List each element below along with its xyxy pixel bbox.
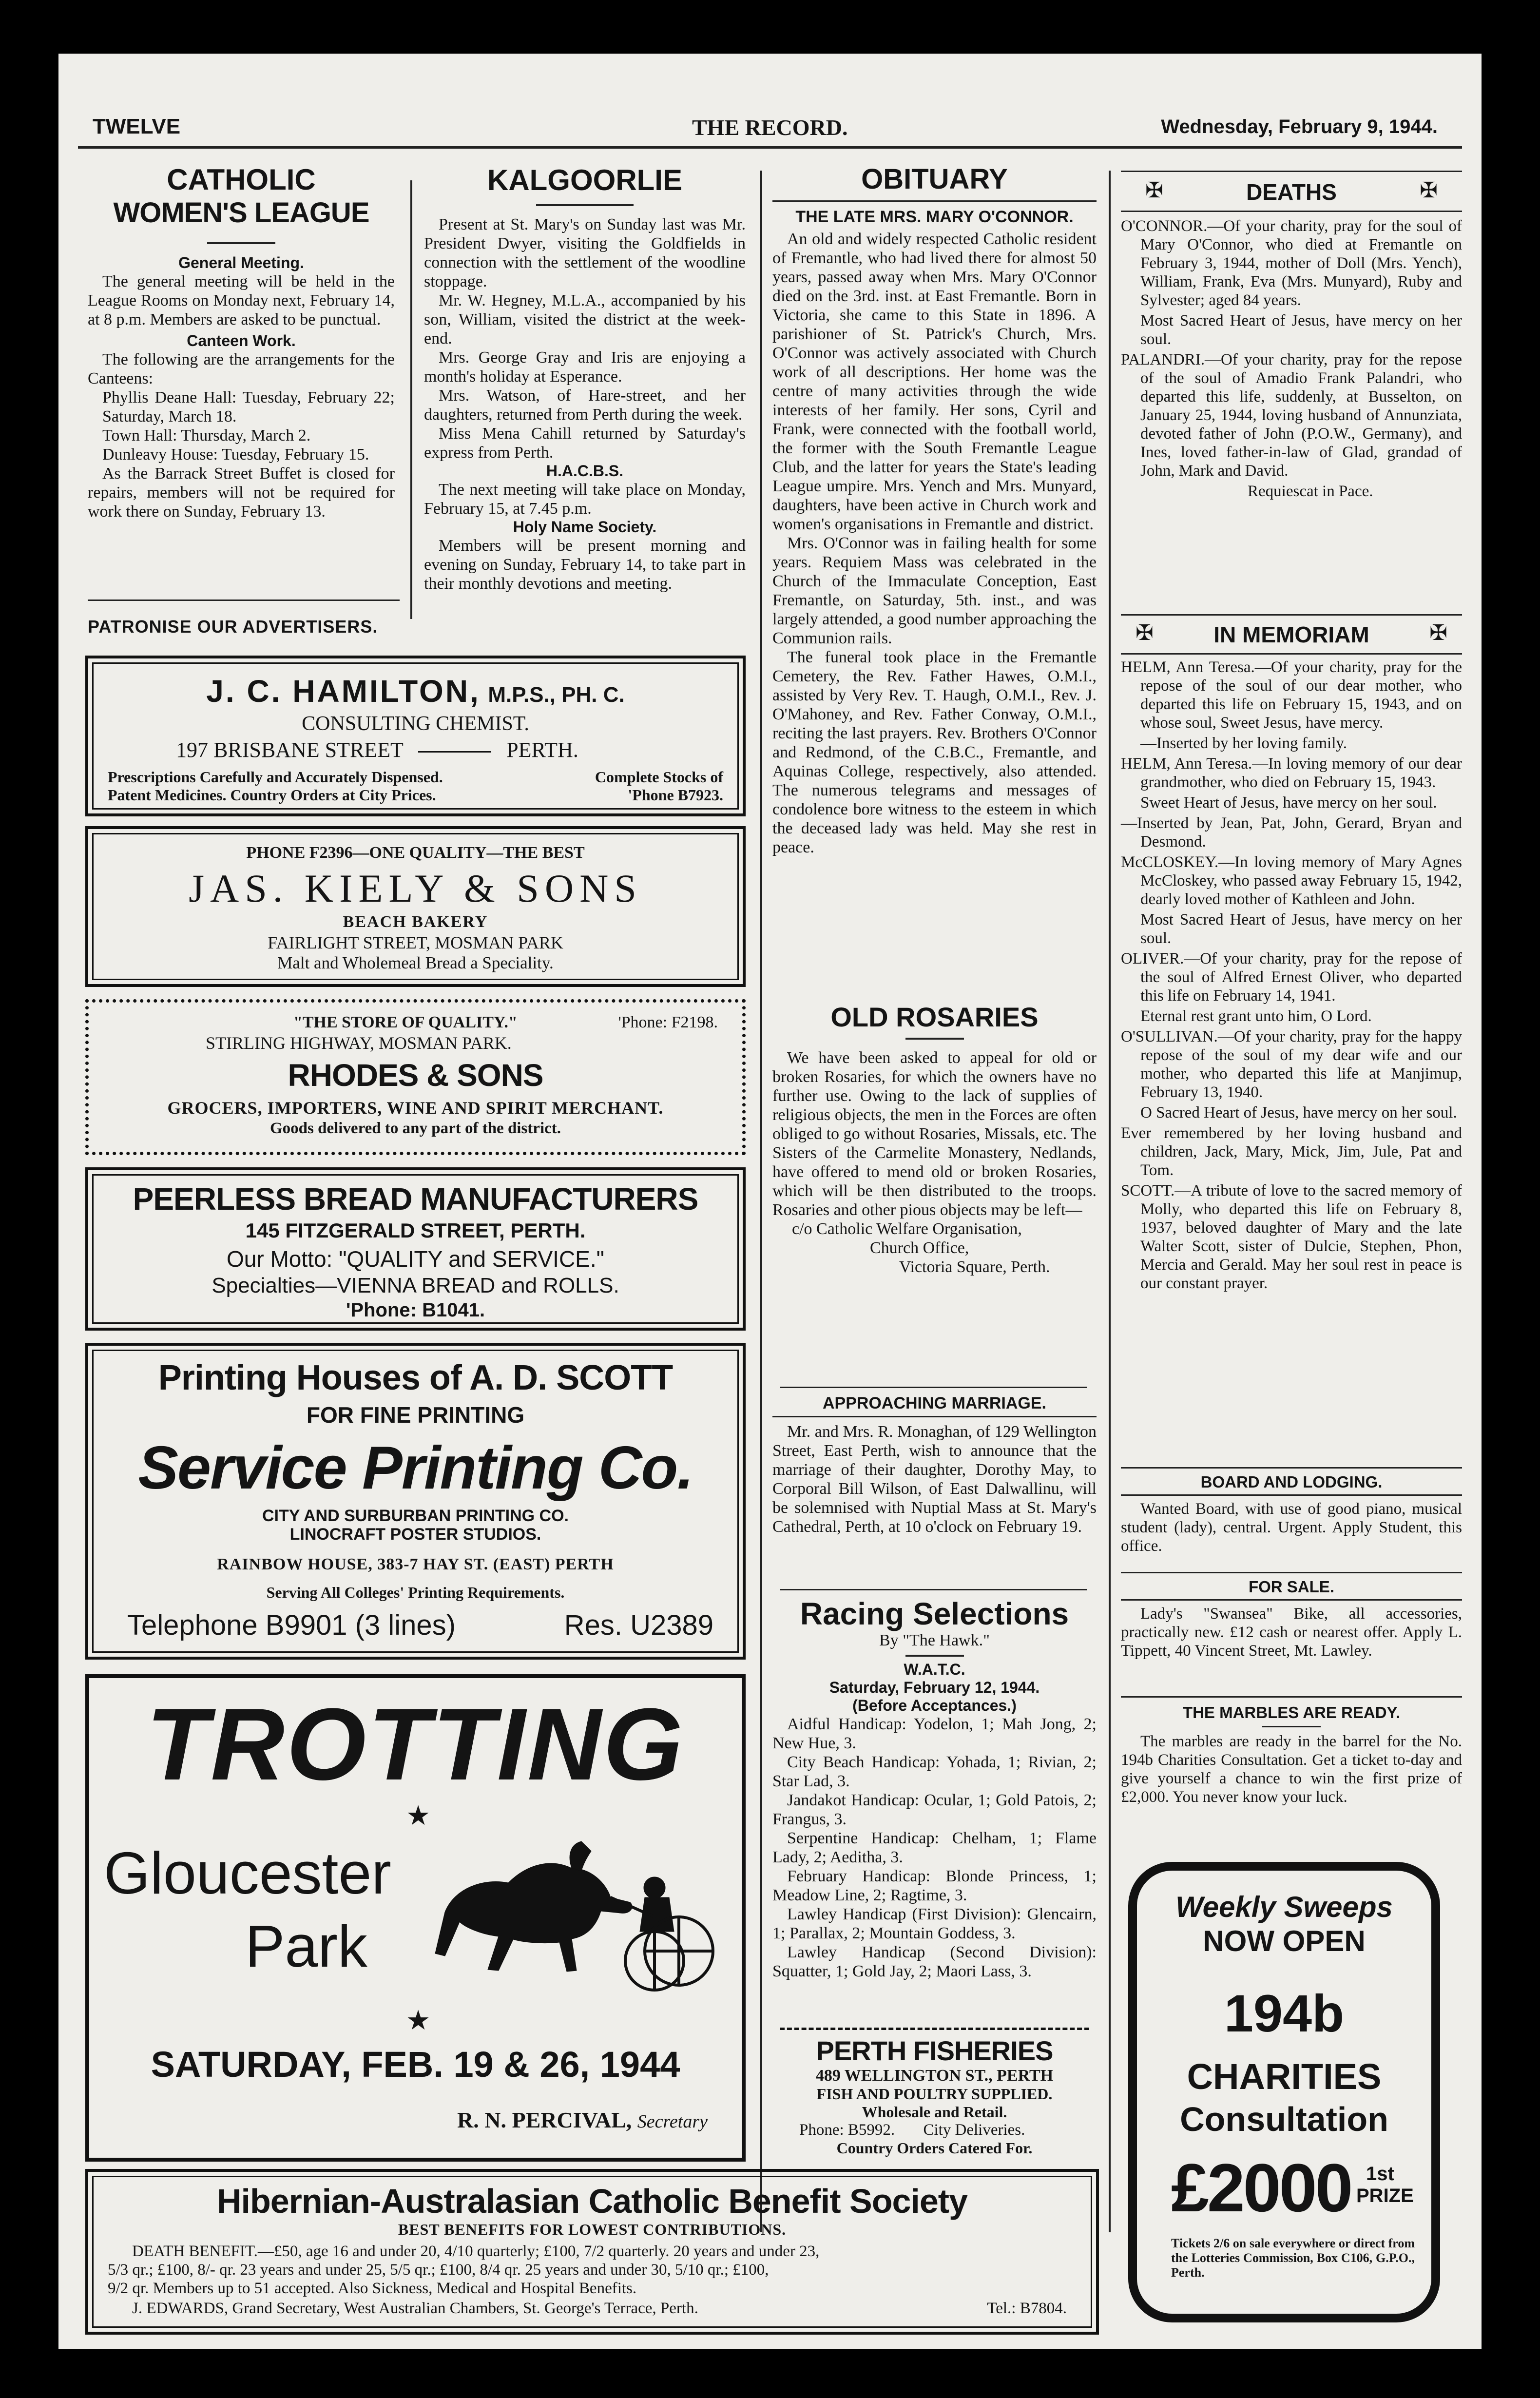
hibernian-sub: BEST BENEFITS FOR LOWEST CONTRIBUTIONS. xyxy=(398,2221,787,2238)
obituary-para: The funeral took place in the Fremantle Cemetery, the Rev. Father Hawes, O.M.I., assisted by Very Rev. T. Haugh, O.M.I., Rev. J. O'Mahoney, and Rev. Father Conway, O.M.I., reciting the last prayers. Rev. Brothers O'Connor and Redmond, of the C.B.C., Fremantle, and Aquinas College, respectively, also attended. The numerous telegrams and messages of condolence bore witness to the esteem in which the deceased lady was held. May she rest in peace. xyxy=(772,648,1097,856)
rhodes-phone: 'Phone: F2198. xyxy=(618,1013,718,1031)
memoriam-notice: HELM, Ann Teresa.—In loving memory of our dear grandmother, who died on February 15, 1943. xyxy=(1121,755,1462,791)
rhodes-trade: GROCERS, IMPORTERS, WINE AND SPIRIT MERCHANT. xyxy=(167,1098,664,1118)
kiely-bakery: BEACH BAKERY xyxy=(343,913,488,931)
memoriam-notice: SCOTT.—A tribute of love to the sacred memory of Molly, who departed this life on February 8, 1937, beloved daughter of Mary and the late Walter Scott, sister of Dulcie, Stephen, Phon, Mercia and Gerald. May her soul rest in peace is our constant prayer. xyxy=(1121,1182,1462,1292)
cross-icon: ✠ xyxy=(1145,178,1163,203)
hamilton-name: J. C. HAMILTON, xyxy=(206,674,481,709)
kalgoorlie-para: Members will be present morning and evening on Sunday, February 14, to take part in their monthly devotions and meeting. xyxy=(424,537,746,593)
divider xyxy=(1121,614,1462,616)
divider xyxy=(1121,1599,1462,1601)
peerless-address: 145 FITZGERALD STREET, PERTH. xyxy=(245,1219,586,1242)
divider xyxy=(1121,1696,1462,1698)
sweeps-consultation: Consultation xyxy=(1180,2100,1388,2138)
sweeps-line-1: Weekly Sweeps xyxy=(1175,1891,1393,1923)
hamilton-phone: 'Phone B7923. xyxy=(628,786,723,804)
marriage-para: Mr. and Mrs. R. Monaghan, of 129 Wellington Street, East Perth, wish to announce that the marriage of their daughter, Dorothy May, to Corporal Bill Wilson, of East Dalwallinu, will be solemnised with Nuptial Mass at St. Mary's Cathedral, Perth, at 10 o'clock on February 19. xyxy=(772,1423,1097,1536)
memoriam-notice: O'SULLIVAN.—Of your charity, pray for the happy repose of the soul of my dear wife and our mother, who departed this life at Manjimup, February 13, 1940. xyxy=(1121,1028,1462,1101)
divider xyxy=(1121,211,1462,212)
fisheries-country: Country Orders Catered For. xyxy=(836,2139,1033,2157)
harness-horse-icon xyxy=(425,1829,718,1995)
rhodes-name: RHODES & SONS xyxy=(288,1058,543,1093)
rosaries-address: c/o Catholic Welfare Organisation, xyxy=(792,1220,1022,1238)
race-selection: Lawley Handicap (First Division): Glencairn, 1; Parallax, 2; Mountain Goddess, 3. xyxy=(772,1905,1097,1942)
divider xyxy=(780,1387,1087,1388)
cwl-title-1: CATHOLIC xyxy=(167,163,316,196)
kiely-name: JAS. KIELY & SONS xyxy=(189,866,642,910)
hibernian-name: Hibernian-Australasian Catholic Benefit Society xyxy=(216,2182,968,2220)
cross-icon: ✠ xyxy=(1136,620,1154,645)
divider xyxy=(536,204,634,206)
fisheries-phone: Phone: B5992. xyxy=(799,2121,895,2139)
board-title: BOARD AND LODGING. xyxy=(1200,1473,1383,1491)
column-rule xyxy=(1109,171,1111,2232)
hamilton-name-line xyxy=(88,673,743,710)
memoriam-inserted: —Inserted by Jean, Pat, John, Gerard, Bryan and Desmond. xyxy=(1121,814,1462,851)
kalgoorlie-para: The next meeting will take place on Monday, February 15, at 7.45 p.m. xyxy=(424,481,746,518)
memoriam-prayer: Sweet Heart of Jesus, have mercy on her soul. xyxy=(1140,794,1437,812)
rhodes-store: "THE STORE OF QUALITY." xyxy=(293,1013,518,1031)
divider xyxy=(1121,653,1462,655)
hibernian-line: 5/3 qr.; £100, 8/- qr. 23 years and under 25, 5/5 qr.; £100, 8/4 qr. 25 years and under 30, 5/10 qr.; £100, xyxy=(108,2261,769,2279)
memoriam-prayer: O Sacred Heart of Jesus, have mercy on her soul. xyxy=(1140,1104,1457,1122)
fisheries-phone-line xyxy=(780,2121,1089,2139)
page-number: TWELVE xyxy=(93,115,181,138)
trotting-title: TROTTING xyxy=(146,1687,685,1801)
cross-icon: ✠ xyxy=(1429,620,1447,645)
star-icon: ★ xyxy=(406,1801,431,1831)
sale-text: Lady's "Swansea" Bike, all accessories, practically new. £12 cash or nearest offer. Apply L. Tippett, 40 Vincent Street, Mt. Lawley. xyxy=(1121,1605,1462,1660)
divider xyxy=(88,600,400,601)
rhodes-delivery: Goods delivered to any part of the district. xyxy=(270,1120,561,1137)
race-selection: City Beach Handicap: Yohada, 1; Rivian, 2; Star Lad, 3. xyxy=(772,1753,1097,1790)
secretary-name: R. N. PERCIVAL, xyxy=(457,2108,632,2132)
fisheries-wholesale: Wholesale and Retail. xyxy=(862,2103,1007,2121)
obituary-para: Mrs. O'Connor was in failing health for some years. Requiem Mass was celebrated in the Church of the Immaculate Conception, East Fremantle, on Saturday, 5th. inst., and was largely attended, a good number approaching the Communion rails. xyxy=(772,534,1097,647)
kalgoorlie-para: Present at St. Mary's on Sunday last was Mr. President Dwyer, visiting the Goldfields in connection with the settlement of the woodline stoppage. xyxy=(424,215,746,290)
cwl-section xyxy=(88,163,395,521)
divider xyxy=(1121,171,1462,172)
memoriam-prayer: Eternal rest grant unto him, O Lord. xyxy=(1140,1007,1372,1025)
hibernian-secretary: J. EDWARDS, Grand Secretary, West Australian Chambers, St. George's Terrace, Perth. xyxy=(132,2300,698,2317)
obituary-section xyxy=(772,163,1097,857)
rhodes-ad xyxy=(85,999,746,1155)
sweeps-first: 1st xyxy=(1366,2163,1394,2185)
marbles-section xyxy=(1121,1703,1462,1806)
peerless-ad xyxy=(85,1167,746,1331)
peerless-name: PEERLESS BREAD MANUFACTURERS xyxy=(133,1181,698,1217)
divider xyxy=(780,1589,1087,1590)
scott-address: RAINBOW HOUSE, 383-7 HAY ST. (EAST) PERTH xyxy=(217,1555,614,1573)
racing-section xyxy=(772,1596,1097,1981)
deaths-title: DEATHS xyxy=(1246,179,1337,205)
death-notice-prayer: Most Sacred Heart of Jesus, have mercy on her soul. xyxy=(1140,312,1462,348)
racing-date: Saturday, February 12, 1944. xyxy=(829,1679,1040,1696)
scott-headline: Printing Houses of A. D. SCOTT xyxy=(158,1358,673,1397)
trotting-secretary xyxy=(457,2107,708,2133)
kiely-speciality: Malt and Wholemeal Bread a Speciality. xyxy=(277,953,554,972)
divider xyxy=(1121,1494,1462,1496)
obituary-subtitle: THE LATE MRS. MARY O'CONNOR. xyxy=(795,208,1074,226)
memoriam-notice: HELM, Ann Teresa.—Of your charity, pray for the repose of the soul of our dear mother, who departed this life on February 15, 1943, and on whose soul, Sweet Jesus, have mercy. xyxy=(1121,658,1462,732)
race-selection: Aidful Handicap: Yodelon, 1; Mah Jong, 2; New Hue, 3. xyxy=(772,1715,1097,1752)
obituary-title: OBITUARY xyxy=(861,163,1008,195)
cwl-meeting-text: The general meeting will be held in the League Rooms on Monday next, February 14, at 8 p.m. Members are asked to be punctual. xyxy=(88,272,395,329)
kiely-phone: PHONE F2396—ONE QUALITY—THE BEST xyxy=(246,844,585,862)
hamilton-ad xyxy=(85,656,746,816)
hamilton-address xyxy=(176,737,578,762)
racing-note: (Before Acceptances.) xyxy=(852,1697,1017,1714)
marriage-title: APPROACHING MARRIAGE. xyxy=(822,1394,1047,1412)
peerless-phone: 'Phone: B1041. xyxy=(346,1299,485,1321)
marriage-section xyxy=(772,1394,1097,1536)
death-notice-prayer: Requiescat in Pace. xyxy=(1248,483,1373,500)
scott-company: Service Printing Co. xyxy=(138,1434,693,1502)
kiely-ad xyxy=(85,826,746,987)
sweeps-tickets: Tickets 2/6 on sale everywhere or direct from the Lotteries Commission, Box C106, G.P.O., Perth. xyxy=(1171,2236,1415,2280)
trotting-dates: SATURDAY, FEB. 19 & 26, 1944 xyxy=(151,2044,680,2085)
scott-subsidiary-2: LINOCRAFT POSTER STUDIOS. xyxy=(289,1525,541,1544)
cwl-canteen-text: The following are the arrangements for the Canteens: xyxy=(88,350,395,387)
cwl-canteen-line: Town Hall: Thursday, March 2. xyxy=(102,426,311,445)
marbles-title: THE MARBLES ARE READY. xyxy=(1182,1703,1401,1721)
cwl-title-2: WOMEN'S LEAGUE xyxy=(113,197,369,229)
secretary-title: Secretary xyxy=(637,2111,708,2132)
hamilton-city: PERTH. xyxy=(506,738,578,762)
rosaries-address: Victoria Square, Perth. xyxy=(899,1258,1050,1276)
rosaries-title: OLD ROSARIES xyxy=(830,1002,1039,1032)
scott-telephone: Telephone B9901 (3 lines) xyxy=(127,1609,456,1641)
hamilton-quals: M.P.S., PH. C. xyxy=(488,683,625,707)
sweeps-charities: CHARITIES xyxy=(1187,2056,1382,2097)
peerless-motto: Our Motto: "QUALITY and SERVICE." xyxy=(227,1246,604,1272)
peerless-specialties: Specialties—VIENNA BREAD and ROLLS. xyxy=(212,1274,619,1297)
kalgoorlie-section xyxy=(424,163,746,593)
kalgoorlie-para: Mrs. Watson, of Hare-street, and her daughters, returned from Perth during the week. xyxy=(424,387,746,424)
board-section xyxy=(1121,1473,1462,1555)
divider xyxy=(1121,1572,1462,1573)
deaths-header xyxy=(1121,178,1462,205)
sweeps-prize: £2000 xyxy=(1171,2149,1351,2226)
fisheries-address: 489 WELLINGTON ST., PERTH xyxy=(815,2067,1054,2085)
obituary-para: An old and widely respected Catholic resident of Fremantle, who had lived there for almost 50 years, passed away when Mrs. Mary O'Connor died on the 3rd. inst. at East Fremantle. Born in Victoria, she came to this State in 1896. A parishioner of St. Patrick's Church, Mrs. O'Connor was actively associated with Church work of all descriptions. Her home was the centre of many activities through the wide interests of her family. Her sons, Cyril and Frank, were connected with the football world, the former with the South Fremantle League Club, and the latter for years the State's leading League umpire. Mrs. Yench and Mrs. Munyard, daughters, have been active in Church work and women's organisations in Fremantle and district. xyxy=(772,230,1097,533)
death-notice: O'CONNOR.—Of your charity, pray for the soul of Mary O'Connor, who died at Fremantle on February 3, 1944, mother of Doll (Mrs. Yench), William, Frank, Eva (Mrs. Munyard), Ruby and Sylvester; aged 84 years. xyxy=(1121,217,1462,309)
hibernian-tel: Tel.: B7804. xyxy=(987,2300,1067,2317)
star-icon: ★ xyxy=(406,2006,431,2036)
trotting-venue-1: Gloucester xyxy=(104,1840,391,1906)
divider xyxy=(905,1655,964,1657)
issue-date: Wednesday, February 9, 1944. xyxy=(1161,116,1438,137)
trotting-venue-2: Park xyxy=(245,1913,367,1979)
hamilton-line-1a: Prescriptions Carefully and Accurately Dispensed. xyxy=(108,768,443,786)
kalgoorlie-para: Mr. W. Hegney, M.L.A., accompanied by his son, William, visited the district at the week-end. xyxy=(424,291,746,348)
hamilton-line-1b: Complete Stocks of xyxy=(595,768,723,786)
memoriam-title: IN MEMORIAM xyxy=(1213,622,1369,647)
kalgoorlie-para: Miss Mena Cahill returned by Saturday's express from Perth. xyxy=(424,425,746,462)
divider xyxy=(772,1416,1097,1417)
scott-fine-printing: FOR FINE PRINTING xyxy=(306,1402,525,1428)
marbles-text: The marbles are ready in the barrel for the No. 194b Charities Consultation. Get a ticket to-day and give yourself a chance to win the first prize of £2,000. You never know your luck. xyxy=(1121,1733,1462,1806)
scott-subsidiary-1: CITY AND SURBURBAN PRINTING CO. xyxy=(262,1507,569,1525)
sweeps-ad xyxy=(1128,1862,1440,2322)
kalgoorlie-para: Mrs. George Gray and Iris are enjoying a month's holiday at Esperance. xyxy=(424,348,746,386)
hibernian-ad xyxy=(85,2169,1099,2335)
fisheries-name: PERTH FISHERIES xyxy=(816,2035,1053,2066)
cwl-heading-meeting: General Meeting. xyxy=(178,254,304,271)
memoriam-notice: McCLOSKEY.—In loving memory of Mary Agnes McCloskey, who passed away February 15, 1942, dearly loved mother of Kathleen and John. xyxy=(1121,853,1462,908)
fisheries-delivery: City Deliveries. xyxy=(923,2121,1025,2139)
fisheries-ad xyxy=(780,2028,1089,2162)
fisheries-fish: FISH AND POULTRY SUPPLIED. xyxy=(816,2085,1053,2103)
cwl-canteen-line: Dunleavy House: Tuesday, February 15. xyxy=(102,445,369,464)
sale-title: FOR SALE. xyxy=(1248,1578,1334,1596)
paper-name: THE RECORD. xyxy=(692,115,848,140)
racing-club: W.A.T.C. xyxy=(904,1661,965,1678)
cwl-canteen-line: Phyllis Deane Hall: Tuesday, February 22; Saturday, March 18. xyxy=(102,388,395,425)
memoriam-prayer: Most Sacred Heart of Jesus, have mercy on her soul. xyxy=(1140,911,1462,947)
divider xyxy=(1121,1467,1462,1469)
newspaper-page xyxy=(58,54,1482,2349)
hamilton-role: CONSULTING CHEMIST. xyxy=(302,713,529,735)
race-selection: Lawley Handicap (Second Division): Squatter, 1; Gold Jay, 2; Maori Lass, 3. xyxy=(772,1943,1097,1980)
deaths-section xyxy=(1121,217,1462,503)
kalgoorlie-heading-holy-name: Holy Name Society. xyxy=(513,518,657,536)
divider xyxy=(772,200,1097,202)
hibernian-line: DEATH BENEFIT.—£50, age 16 and under 20, 4/10 quarterly; £100, 7/2 quarterly. 20 years and under 23, xyxy=(132,2243,820,2260)
sale-section xyxy=(1121,1578,1462,1660)
scott-serving: Serving All Colleges' Printing Requirements. xyxy=(266,1584,565,1601)
rosaries-address: Church Office, xyxy=(870,1239,969,1257)
race-selection: February Handicap: Blonde Princess, 1; Meadow Line, 2; Ragtime, 3. xyxy=(772,1867,1097,1904)
scott-ad xyxy=(85,1343,746,1660)
racing-byline: By "The Hawk." xyxy=(879,1631,990,1649)
race-selection: Serpentine Handicap: Chelham, 1; Flame Lady, 2; Aeditha, 3. xyxy=(772,1829,1097,1866)
memoriam-inserted: Ever remembered by her loving husband and children, Jack, Mary, Mick, Jim, Jule, Pat and Tom. xyxy=(1121,1124,1462,1179)
kiely-address: FAIRLIGHT STREET, MOSMAN PARK xyxy=(268,933,563,952)
trotting-ad xyxy=(85,1674,746,2162)
hamilton-line-2a: Patent Medicines. Country Orders at City Prices. xyxy=(108,786,436,804)
death-notice: PALANDRI.—Of your charity, pray for the repose of the soul of Amadio Frank Palandri, who departed this life, suddenly, at Busselton, on January 25, 1944, loving husband of Annunziata, devoted father of John (P.O.W., Germany), and Ines, loved father-in-law of Glad, grandad of John, Mark and David. xyxy=(1121,351,1462,480)
board-text: Wanted Board, with use of good piano, musical student (lady), central. Urgent. Apply Student, this office. xyxy=(1121,1500,1462,1555)
racing-title: Racing Selections xyxy=(800,1596,1069,1631)
race-selection: Jandakot Handicap: Ocular, 1; Gold Patois, 2; Frangus, 3. xyxy=(772,1791,1097,1828)
divider xyxy=(905,1038,964,1040)
column-rule xyxy=(410,180,412,619)
hibernian-line: 9/2 qr. Members up to 51 accepted. Also Sickness, Medical and Hospital Benefits. xyxy=(108,2280,637,2297)
memoriam-notice: OLIVER.—Of your charity, pray for the repose of the soul of Alfred Ernest Oliver, who departed this life on February 14, 1941. xyxy=(1121,950,1462,1005)
sweeps-number: 194b xyxy=(1224,1984,1345,2043)
cross-icon: ✠ xyxy=(1420,178,1438,203)
rosaries-para: We have been asked to appeal for old or broken Rosaries, for which the owners have no further use. Owing to the lack of supplies of religious objects, the men in the Forces are often obliged to go without Rosaries, Missals, etc. The Sisters of the Carmelite Monastery, Nedlands, have offered to mend old or broken Rosaries, which will be then distributed to the troops. Rosaries and other pious objects may be left— xyxy=(772,1049,1097,1219)
sweeps-prize-label: PRIZE xyxy=(1356,2185,1414,2206)
rhodes-address: STIRLING HIGHWAY, MOSMAN PARK. xyxy=(206,1033,512,1053)
divider xyxy=(1262,1726,1321,1727)
kalgoorlie-title: KALGOORLIE xyxy=(487,164,682,196)
hamilton-street: 197 BRISBANE STREET xyxy=(176,738,404,762)
kalgoorlie-heading-hacbs: H.A.C.B.S. xyxy=(546,462,624,480)
rosaries-section xyxy=(772,1002,1097,1276)
memoriam-inserted: —Inserted by her loving family. xyxy=(1140,735,1348,752)
masthead-rule xyxy=(78,146,1462,149)
divider xyxy=(207,242,275,244)
scott-residence: Res. U2389 xyxy=(564,1609,713,1641)
memoriam-header xyxy=(1121,620,1462,648)
patronise-note: PATRONISE OUR ADVERTISERS. xyxy=(88,617,378,637)
sweeps-line-2: NOW OPEN xyxy=(1203,1925,1366,1957)
cwl-buffet-text: As the Barrack Street Buffet is closed for repairs, members will not be required for work there on Sunday, February 13. xyxy=(88,464,395,521)
column-rule xyxy=(760,171,762,2232)
cwl-heading-canteen: Canteen Work. xyxy=(187,332,296,349)
memoriam-section xyxy=(1121,658,1462,1295)
